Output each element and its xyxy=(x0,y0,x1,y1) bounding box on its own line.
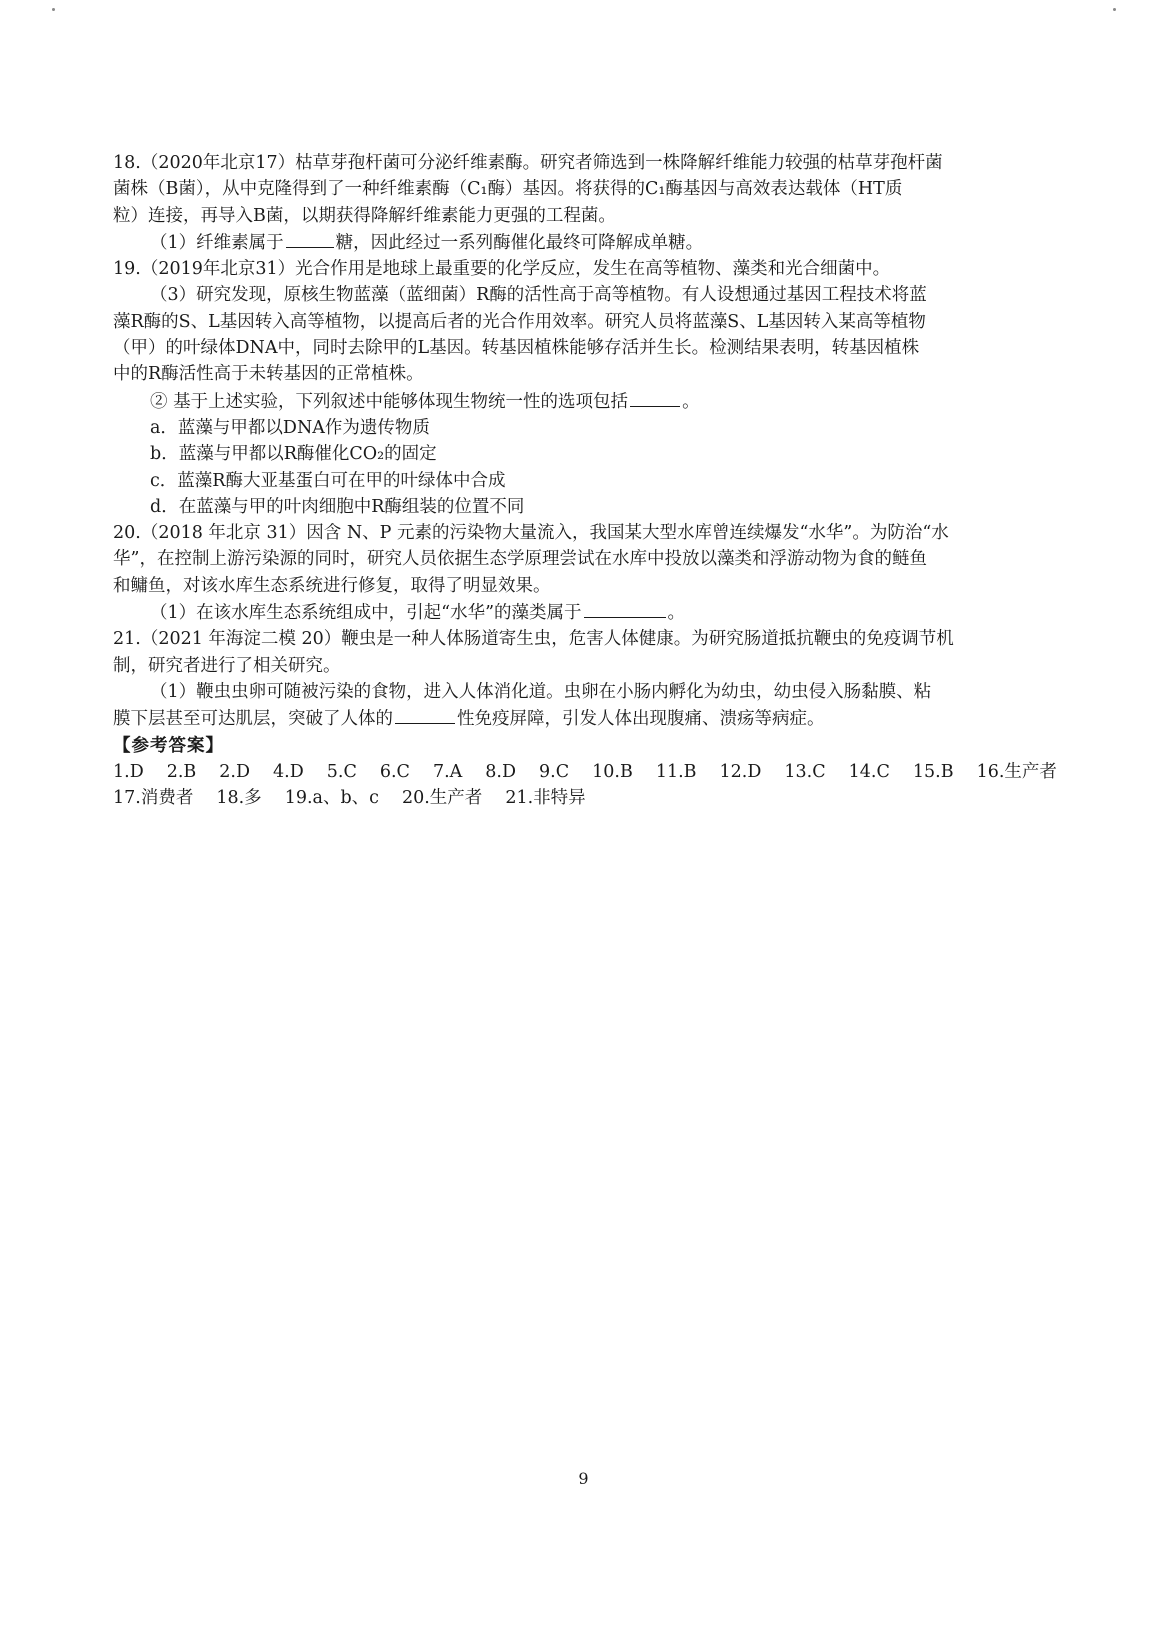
answer-item: 5.C xyxy=(326,761,357,782)
answer-blank xyxy=(584,599,666,618)
answer-blank xyxy=(630,388,680,407)
answer-item: 20.生产者 xyxy=(401,788,483,809)
question-21-line xyxy=(113,705,1053,732)
answer-item: 9.C xyxy=(539,761,570,782)
answer-item: 15.B xyxy=(912,761,954,782)
question-text: 膜下层甚至可达肌层，突破了人体的 xyxy=(113,709,393,730)
answer-row-2 xyxy=(113,785,1053,811)
option-d: d．在蓝藻与甲的叶肉细胞中R酶组装的位置不同 xyxy=(150,496,525,517)
question-18-line: 粒）连接，再导入B菌，以期获得降解纤维素能力更强的工程菌。 xyxy=(113,205,616,226)
answer-item: 12.D xyxy=(719,761,762,782)
question-21-line: （1）鞭虫虫卵可随被污染的食物，进入人体消化道。虫卵在小肠内孵化为幼虫，幼虫侵入肠黏膜、粘 xyxy=(150,681,932,702)
answer-item: 21.非特异 xyxy=(505,788,586,809)
question-19-line: 中的R酶活性高于未转基因的正常植株。 xyxy=(113,364,424,385)
answer-item: 8.D xyxy=(485,761,517,782)
answer-item: 6.C xyxy=(379,761,410,782)
question-19-line: （3）研究发现，原核生物蓝藻（蓝细菌）R酶的活性高于高等植物。有人设想通过基因工程技术将蓝 xyxy=(150,285,927,306)
question-text: 性免疫屏障，引发人体出现腹痛、溃疡等病症。 xyxy=(457,709,825,730)
item-text: 。 xyxy=(682,391,700,412)
question-18-line: 菌株（B菌），从中克隆得到了一种纤维素酶（C₁酶）基因。将获得的C₁酶基因与高效表达载体（HT质 xyxy=(113,179,903,200)
answer-item: 14.C xyxy=(848,761,890,782)
question-20 xyxy=(113,520,1053,626)
answer-item: 17.消费者 xyxy=(113,788,194,809)
subquestion-text: （1）在该水库生态系统组成中，引起“水华”的藻类属于 xyxy=(150,603,582,624)
answer-item: 16.生产者 xyxy=(976,761,1057,782)
question-18-subquestion xyxy=(113,229,1053,256)
page-number: 9 xyxy=(578,1469,589,1488)
answer-item: 7.A xyxy=(432,761,463,782)
answer-blank xyxy=(286,229,334,248)
subquestion-text: 糖，因此经过一系列酶催化最终可降解成单糖。 xyxy=(335,232,704,253)
answer-blank xyxy=(395,705,455,724)
page-content xyxy=(113,150,1057,811)
answer-item: 10.B xyxy=(592,761,633,782)
question-20-line: 20.（2018 年北京 31）因含 N、P 元素的污染物大量流入，我国某大型水库曾连续爆发“水华”。为防治“水 xyxy=(113,523,949,544)
option-c: c．蓝藻R酶大亚基蛋白可在甲的叶绿体中合成 xyxy=(150,470,506,491)
question-19 xyxy=(113,256,1053,520)
question-21-line: 制，研究者进行了相关研究。 xyxy=(113,655,341,676)
question-20-line: 和鳙鱼，对该水库生态系统进行修复，取得了明显效果。 xyxy=(113,575,551,596)
question-19-line: 19.（2019年北京31）光合作用是地球上最重要的化学反应，发生在高等植物、藻类和光合细菌中。 xyxy=(113,259,891,280)
question-20-subquestion xyxy=(113,599,1053,626)
question-19-line: （甲）的叶绿体DNA中，同时去除甲的L基因。转基因植株能够存活并生长。检测结果表明，转基因植株 xyxy=(113,338,920,359)
answer-item: 2.D xyxy=(219,761,251,782)
answer-row-1 xyxy=(113,759,1057,785)
answer-item: 2.B xyxy=(166,761,197,782)
question-21 xyxy=(113,626,1053,732)
item-text: ② 基于上述实验，下列叙述中能够体现生物统一性的选项包括 xyxy=(150,391,629,412)
answer-item: 19.a、b、c xyxy=(284,788,379,809)
answer-item: 11.B xyxy=(655,761,697,782)
subquestion-text: （1）纤维素属于 xyxy=(150,232,284,253)
question-18-line: 18.（2020年北京17）枯草芽孢杆菌可分泌纤维素酶。研究者筛选到一株降解纤维能力较强的枯草芽孢杆菌 xyxy=(113,153,943,173)
option-a: a．蓝藻与甲都以DNA作为遗传物质 xyxy=(150,417,430,438)
question-20-line: 华”，在控制上游污染源的同时，研究人员依据生态学原理尝试在水库中投放以藻类和浮游动物为食的鲢鱼 xyxy=(113,549,927,570)
subquestion-text: 。 xyxy=(667,603,686,624)
question-19-item xyxy=(113,388,1053,415)
answer-section xyxy=(113,733,1057,812)
answer-item: 13.C xyxy=(784,761,826,782)
scan-dot xyxy=(52,8,55,11)
answer-heading: 【参考答案】 xyxy=(113,735,224,756)
option-b: b．蓝藻与甲都以R酶催化CO₂的固定 xyxy=(150,444,437,465)
question-18 xyxy=(113,150,1053,256)
answer-item: 1.D xyxy=(113,761,144,782)
question-19-line: 藻R酶的S、L基因转入高等植物，以提高后者的光合作用效率。研究人员将蓝藻S、L基因转入某高等植物 xyxy=(113,311,926,332)
answer-item: 4.D xyxy=(273,761,304,782)
question-21-line: 21.（2021 年海淀二模 20）鞭虫是一种人体肠道寄生虫，危害人体健康。为研究肠道抵抗鞭虫的免疫调节机 xyxy=(113,629,954,650)
scan-dot xyxy=(1113,8,1116,11)
answer-item: 18.多 xyxy=(216,788,262,809)
